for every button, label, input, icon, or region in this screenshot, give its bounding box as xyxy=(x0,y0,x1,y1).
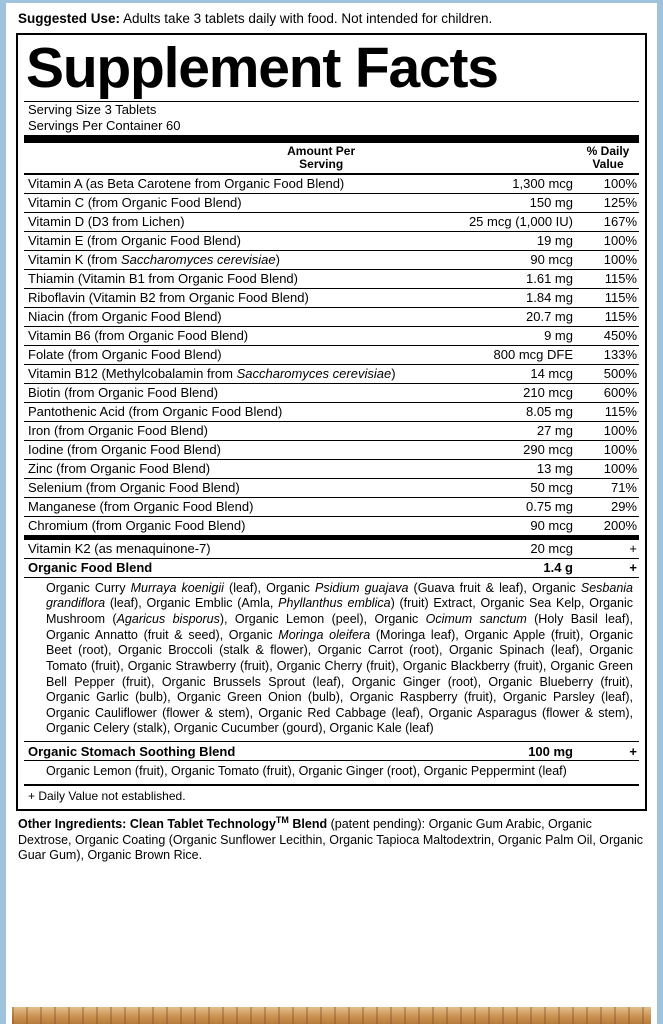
row-dv: 100% xyxy=(575,250,639,269)
row-dv: 115% xyxy=(575,307,639,326)
row-dv: 100% xyxy=(575,459,639,478)
table-row xyxy=(24,497,639,516)
table-header-row xyxy=(24,143,639,172)
row-name: Selenium (from Organic Food Blend) xyxy=(24,478,450,497)
stomach-blend-ingredients: Organic Lemon (fruit), Organic Tomato (fruit), Organic Ginger (root), Organic Peppermint (leaf) xyxy=(46,764,567,779)
row-dv: 200% xyxy=(575,516,639,535)
row-dv: 167% xyxy=(575,212,639,231)
other-ingredients-label-tail: Blend xyxy=(288,816,328,831)
row-name: Vitamin K (from Saccharomyces cerevisiae) xyxy=(24,250,450,269)
header-daily-value xyxy=(575,143,639,172)
servings-per-container: Servings Per Container 60 xyxy=(28,117,181,133)
row-amount: 210 mcg xyxy=(450,383,575,402)
organic-food-blend-ingredients: Organic Curry Murraya koenigii (leaf), Organic Psidium guajava (Guava fruit & leaf), Organic Sesbania grandiflora (leaf), Organic Emblic (Amla, Phyllanthus emblica) (fruit) Extract, Organic Sea Kelp, Organic Mushroom (Agaricus bisporus), Organic Lemon (peel), Organic Ocimum sanctum (Holy Basil leaf), Organic Annatto (fruit & seed), Organic Moringa oleifera (Moringa leaf), Organic Apple (fruit), Organic Beet (root), Organic Broccoli (stalk & flower), Organic Carrot (root), Organic Spinach (leaf), Organic Tomato (fruit), Organic Strawberry (fruit), Organic Cherry (fruit), Organic Blackberry (fruit), Organic Green Bell Pepper (fruit), Organic Brussels Sprout (leaf), Organic Ginger (root), Organic Blueberry (fruit), Organic Garlic (bulb), Organic Green Onion (bulb), Organic Raspberry (fruit), Organic Parsley (leaf), Organic Cauliflower (flower & stem), Organic Red Cabbage (leaf), Organic Asparagus (flower & stem), Organic Celery (stalk), Organic Cucumber (gourd), Organic Kale (leaf) xyxy=(46,580,634,736)
row-dv: 133% xyxy=(575,345,639,364)
row-dv: 71% xyxy=(575,478,639,497)
table-row xyxy=(24,175,639,194)
row-name: Iron (from Organic Food Blend) xyxy=(24,421,450,440)
row-amount: 50 mcg xyxy=(450,478,575,497)
table-row xyxy=(24,364,639,383)
supplement-facts-panel xyxy=(16,33,647,811)
decorative-bottom-strip xyxy=(12,1007,651,1024)
row-name: Vitamin E (from Organic Food Blend) xyxy=(24,231,450,250)
row-amount: 20.7 mg xyxy=(450,307,575,326)
table-row xyxy=(24,193,639,212)
row-amount: 19 mg xyxy=(450,231,575,250)
row-name: Riboflavin (Vitamin B2 from Organic Food Blend) xyxy=(24,288,450,307)
row-dv: 100% xyxy=(575,440,639,459)
row-amount: 27 mg xyxy=(450,421,575,440)
table-row xyxy=(24,231,639,250)
row-amount: 8.05 mg xyxy=(450,402,575,421)
row-dv: 29% xyxy=(575,497,639,516)
row-dv: + xyxy=(575,558,639,577)
header-dv-line2: Value xyxy=(592,157,624,172)
row-amount: 25 mcg (1,000 IU) xyxy=(450,212,575,231)
label-content xyxy=(6,3,657,868)
table-row xyxy=(24,250,639,269)
row-dv: 115% xyxy=(575,269,639,288)
table-row xyxy=(24,307,639,326)
serving-size: Serving Size 3 Tablets xyxy=(28,101,157,117)
row-name: Vitamin A (as Beta Carotene from Organic Food Blend) xyxy=(24,175,450,194)
stomach-blend-table xyxy=(24,742,639,760)
table-row-organic-food-blend xyxy=(24,558,639,577)
table-row xyxy=(24,402,639,421)
row-amount: 1.61 mg xyxy=(450,269,575,288)
row-name: Manganese (from Organic Food Blend) xyxy=(24,497,450,516)
table-row xyxy=(24,478,639,497)
table-row xyxy=(24,421,639,440)
table-row xyxy=(24,440,639,459)
row-name: Vitamin B12 (Methylcobalamin from Saccharomyces cerevisiae) xyxy=(24,364,450,383)
table-row-vitamin-k2 xyxy=(24,540,639,559)
row-amount: 13 mg xyxy=(450,459,575,478)
row-name: Folate (from Organic Food Blend) xyxy=(24,345,450,364)
divider-above-header xyxy=(24,135,639,143)
table-row xyxy=(24,516,639,535)
row-amount: 100 mg xyxy=(528,743,573,759)
nutrition-table xyxy=(24,143,639,172)
trademark-symbol: TM xyxy=(275,814,289,825)
row-name: Organic Food Blend xyxy=(24,558,462,577)
row-dv: 600% xyxy=(575,383,639,402)
header-blank xyxy=(24,143,65,172)
row-dv: 100% xyxy=(575,231,639,250)
row-name: Vitamin C (from Organic Food Blend) xyxy=(24,193,450,212)
row-name: Organic Stomach Soothing Blend xyxy=(28,743,236,759)
other-ingredients-text: (patent pending): Organic Gum Arabic, Organic Dextrose, Organic Coating (Organic Sunflower Lecithin, Organic Tapioca Maltodextrin, Organic Palm Oil, Organic Guar Gum), Organic Brown Rice. xyxy=(18,816,644,863)
row-amount: 800 mcg DFE xyxy=(450,345,575,364)
row-amount: 150 mg xyxy=(450,193,575,212)
row-dv: 100% xyxy=(575,175,639,194)
header-dv-line1: % Daily xyxy=(586,143,630,158)
row-name: Biotin (from Organic Food Blend) xyxy=(24,383,450,402)
row-dv: 115% xyxy=(575,402,639,421)
row-name: Vitamin D (D3 from Lichen) xyxy=(24,212,450,231)
nutrient-rows xyxy=(24,175,639,536)
row-amount: 14 mcg xyxy=(450,364,575,383)
row-name: Thiamin (Vitamin B1 from Organic Food Blend) xyxy=(24,269,450,288)
table-row xyxy=(24,345,639,364)
table-row xyxy=(24,326,639,345)
row-dv: 125% xyxy=(575,193,639,212)
suggested-use-body: Adults take 3 tablets daily with food. Not intended for children. xyxy=(120,11,493,26)
other-ingredients xyxy=(16,811,647,868)
header-amount-line1: Amount Per xyxy=(287,143,356,158)
suggested-use-text xyxy=(16,9,647,33)
other-ingredients-label-text: Other Ingredients: Clean Tablet Technology xyxy=(18,816,276,831)
row-amount: 0.75 mg xyxy=(450,497,575,516)
table-row xyxy=(24,459,639,478)
page-title: Supplement Facts xyxy=(26,35,498,100)
row-amount: 9 mg xyxy=(450,326,575,345)
row-name: Vitamin K2 (as menaquinone-7) xyxy=(24,540,462,559)
row-dv: + xyxy=(629,743,637,759)
table-row xyxy=(24,288,639,307)
row-name: Zinc (from Organic Food Blend) xyxy=(24,459,450,478)
table-row xyxy=(24,269,639,288)
header-amount-per-serving xyxy=(65,143,575,172)
row-amount: 90 mcg xyxy=(450,250,575,269)
row-amount: 1.4 g xyxy=(462,558,575,577)
row-amount: 1,300 mcg xyxy=(450,175,575,194)
row-amount: 290 mcg xyxy=(450,440,575,459)
row-amount: 90 mcg xyxy=(450,516,575,535)
row-name: Iodine (from Organic Food Blend) xyxy=(24,440,450,459)
row-name: Vitamin B6 (from Organic Food Blend) xyxy=(24,326,450,345)
table-row xyxy=(24,383,639,402)
row-dv: + xyxy=(575,540,639,559)
table-row-stomach-blend xyxy=(24,742,639,760)
row-name: Chromium (from Organic Food Blend) xyxy=(24,516,450,535)
daily-value-footnote: + Daily Value not established. xyxy=(28,788,186,803)
row-dv: 500% xyxy=(575,364,639,383)
row-name: Niacin (from Organic Food Blend) xyxy=(24,307,450,326)
row-name: Pantothenic Acid (from Organic Food Blend) xyxy=(24,402,450,421)
header-amount-line2: Serving xyxy=(299,157,344,172)
row-amount: 1.84 mg xyxy=(450,288,575,307)
row-dv: 100% xyxy=(575,421,639,440)
other-ingredients-label xyxy=(18,814,328,831)
row-dv: 115% xyxy=(575,288,639,307)
blend-table xyxy=(24,540,639,578)
suggested-use-label: Suggested Use: xyxy=(18,11,121,26)
row-dv: 450% xyxy=(575,326,639,345)
table-row xyxy=(24,212,639,231)
row-amount: 20 mcg xyxy=(462,540,575,559)
